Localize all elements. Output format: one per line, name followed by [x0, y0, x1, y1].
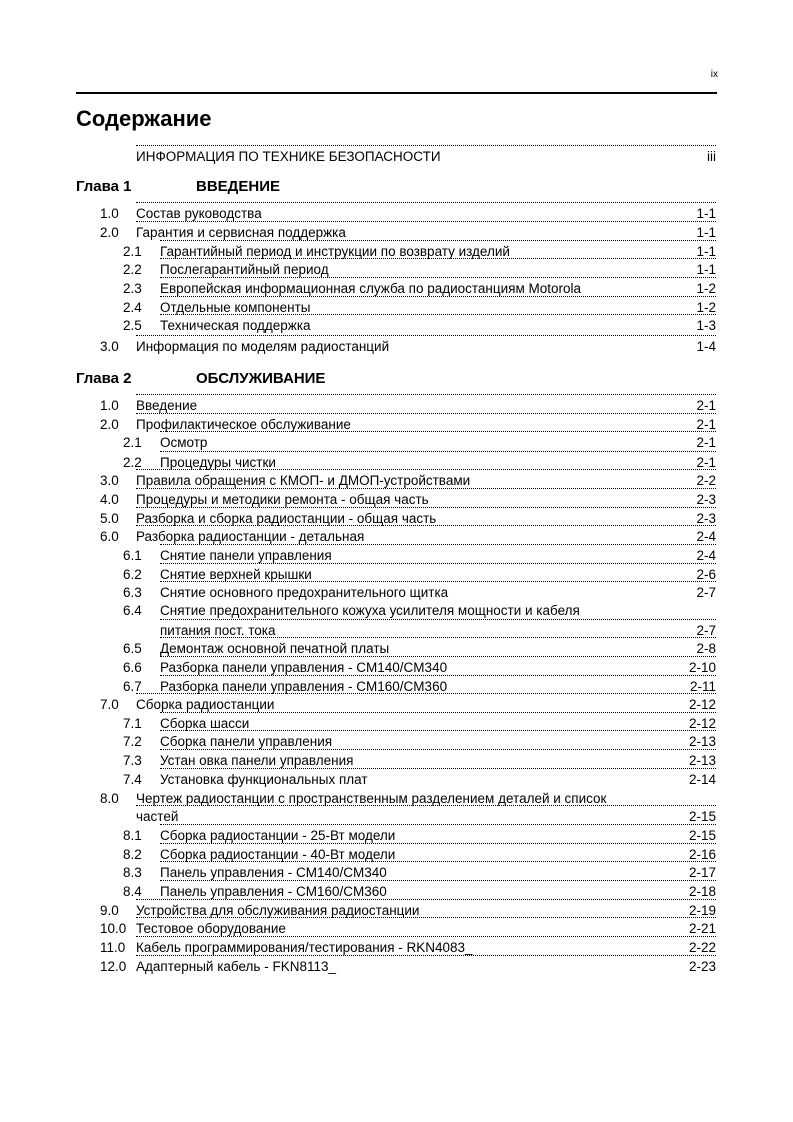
dot-leader	[160, 451, 716, 452]
entry-page: 2-1	[696, 455, 716, 470]
entry-number: 10.0	[100, 921, 127, 936]
entry-number: 8.1	[123, 828, 142, 843]
entry-page: 2-7	[696, 585, 716, 600]
entry-number: 8.2	[123, 847, 142, 862]
entry-text: Разборка радиостанции - детальная	[136, 529, 365, 544]
dot-leader	[160, 581, 716, 582]
entry-number: 3.0	[100, 473, 119, 488]
entry-page: 2-22	[688, 940, 716, 955]
entry-text: Разборка панели управления - CM140/CM340	[160, 660, 448, 675]
entry-number: 6.0	[100, 529, 119, 544]
entry-text: Отдельные компоненты	[160, 300, 311, 315]
entry-number: 11.0	[100, 940, 126, 955]
entry-number: 6.4	[123, 603, 142, 618]
entry-page: 2-2	[696, 473, 716, 488]
entry-number: 8.4	[123, 884, 142, 899]
entry-page: 1-3	[696, 318, 716, 333]
dot-leader	[136, 693, 716, 694]
entry-text: частей	[136, 809, 179, 824]
entry-number: 6.5	[123, 641, 142, 656]
entry-page: 2-12	[688, 716, 716, 731]
entry-text: Осмотр	[160, 435, 208, 450]
dot-leader	[160, 240, 716, 241]
entry-text: Введение	[136, 398, 198, 413]
entry-page: 2-14	[688, 772, 716, 787]
entry-number: 1.0	[100, 206, 119, 221]
entry-page: 2-4	[696, 529, 716, 544]
dot-leader	[136, 394, 716, 395]
dot-leader	[136, 221, 716, 222]
entry-number: 2.2	[123, 455, 142, 470]
dot-leader	[160, 880, 716, 881]
entry-text: Состав руководства	[136, 206, 262, 221]
entry-page: 1-1	[696, 225, 716, 240]
entry-text: Устройства для обслуживания радиостанции	[136, 903, 420, 918]
entry-number: 6.2	[123, 567, 142, 582]
chapter-label: Глава 1	[76, 178, 132, 195]
entry-page: 2-4	[696, 548, 716, 563]
dot-leader	[160, 712, 716, 713]
entry-number: 7.1	[123, 716, 142, 731]
entry-page: 2-8	[696, 641, 716, 656]
entry-page: 2-15	[688, 809, 716, 824]
dot-leader	[160, 768, 716, 769]
entry-text: Устан овка панели управления	[160, 753, 354, 768]
entry-number: 8.3	[123, 865, 142, 880]
entry-text: Процедуры и методики ремонта - общая часть	[136, 492, 429, 507]
entry-page: 1-4	[696, 339, 716, 354]
entry-page: 2-3	[696, 511, 716, 526]
entry-text: Снятие панели управления	[160, 548, 332, 563]
entry-number: 7.2	[123, 734, 142, 749]
dot-leader	[136, 805, 716, 806]
dot-leader	[160, 637, 716, 638]
entry-page: 2-13	[688, 734, 716, 749]
dot-leader	[136, 469, 716, 470]
dot-leader	[160, 296, 716, 297]
entry-number: 2.2	[123, 262, 142, 277]
entry-text: Гарантийный период и инструкции по возврату изделий	[160, 244, 510, 259]
entry-text: Информация по моделям радиостанций	[136, 339, 390, 354]
entry-text: Правила обращения с КМОП- и ДМОП-устройствами	[136, 473, 471, 488]
entry-text: Сборка радиостанции - 40-Вт модели	[160, 847, 396, 862]
dot-leader	[160, 563, 716, 564]
dot-leader	[160, 824, 716, 825]
dot-leader	[136, 917, 716, 918]
entry-text: Гарантия и сервисная поддержка	[136, 225, 346, 240]
entry-page: 2-11	[689, 679, 716, 694]
dot-leader	[160, 544, 716, 545]
dot-leader	[160, 431, 716, 432]
entry-text: Установка функциональных плат	[160, 772, 368, 787]
entry-number: 6.1	[123, 548, 142, 563]
entry-number: 5.0	[100, 511, 119, 526]
entry-page: 2-17	[688, 865, 716, 880]
entry-page: 2-19	[688, 903, 716, 918]
chapter-label: Глава 2	[76, 370, 132, 387]
entry-text-line1: Чертеж радиостанции с пространственным разделением деталей и список	[136, 791, 607, 806]
entry-text: ИНФОРМАЦИЯ ПО ТЕХНИКЕ БЕЗОПАСНОСТИ	[136, 149, 441, 164]
entry-number: 2.1	[123, 435, 142, 450]
entry-page: 2-21	[688, 921, 716, 936]
dot-leader	[160, 619, 716, 620]
entry-page: 2-23	[688, 959, 716, 974]
entry-number: 7.4	[123, 772, 142, 787]
entry-page: 1-1	[696, 206, 716, 221]
entry-page: 2-16	[688, 847, 716, 862]
entry-number: 6.6	[123, 660, 142, 675]
dot-leader	[136, 525, 716, 526]
entry-page: 1-2	[696, 300, 716, 315]
entry-number: 1.0	[100, 398, 119, 413]
entry-text: Адаптерный кабель - FKN8113_	[136, 959, 336, 974]
entry-page: 2-18	[688, 884, 716, 899]
entry-text: Профилактическое обслуживание	[136, 417, 351, 432]
entry-number: 9.0	[100, 903, 119, 918]
dot-leader	[136, 899, 716, 900]
dot-leader	[160, 258, 716, 259]
entry-text: Демонтаж основной печатной платы	[160, 641, 390, 656]
entry-text: Сборка радиостанции	[136, 697, 275, 712]
dot-leader	[160, 656, 716, 657]
entry-number: 2.0	[100, 417, 119, 432]
entry-page: 1-1	[696, 244, 716, 259]
entry-number: 7.3	[123, 753, 142, 768]
entry-page: 2-3	[696, 492, 716, 507]
entry-page: 2-13	[688, 753, 716, 768]
entry-number: 6.3	[123, 585, 142, 600]
entry-number: 6.7	[123, 679, 142, 694]
entry-text: Разборка и сборка радиостанции - общая часть	[136, 511, 437, 526]
dot-leader	[136, 413, 716, 414]
dot-leader	[136, 145, 716, 146]
dot-leader	[160, 730, 716, 731]
entry-page: 2-1	[696, 435, 716, 450]
page-number: ix	[710, 69, 718, 80]
entry-text-line1: Снятие предохранительного кожуха усилителя мощности и кабеля	[160, 603, 580, 618]
entry-number: 2.3	[123, 281, 142, 296]
dot-leader	[160, 861, 716, 862]
entry-text: Снятие верхней крышки	[160, 567, 312, 582]
dot-leader	[136, 488, 716, 489]
entry-number: 4.0	[100, 492, 119, 507]
page-title: Содержание	[76, 106, 212, 131]
entry-text: Снятие основного предохранительного щитка	[160, 585, 449, 600]
chapter-name: ВВЕДЕНИЕ	[196, 178, 280, 195]
dot-leader	[160, 749, 716, 750]
entry-page: 2-12	[688, 697, 716, 712]
dot-leader	[160, 675, 716, 676]
entry-number: 7.0	[100, 697, 119, 712]
entry-page: 2-15	[688, 828, 716, 843]
entry-text: Сборка панели управления	[160, 734, 333, 749]
dot-leader	[136, 936, 716, 937]
dot-leader	[136, 507, 716, 508]
entry-page: 2-6	[696, 567, 716, 582]
entry-text: Техническая поддержка	[160, 318, 311, 333]
dot-leader	[160, 314, 716, 315]
entry-text: Панель управления - CM140/CM340	[160, 865, 387, 880]
entry-number: 12.0	[100, 959, 127, 974]
entry-number: 2.5	[123, 318, 142, 333]
entry-text: Сборка шасси	[160, 716, 250, 731]
dot-leader	[136, 335, 716, 336]
dot-leader	[160, 277, 716, 278]
entry-text: Панель управления - CM160/CM360	[160, 884, 387, 899]
entry-number: 2.1	[123, 244, 142, 259]
entry-number: 2.4	[123, 300, 142, 315]
chapter-name: ОБСЛУЖИВАНИЕ	[196, 370, 326, 387]
entry-page: 2-10	[688, 660, 716, 675]
entry-text: Кабель программирования/тестирования - RKN4083_	[136, 940, 473, 955]
entry-text: Тестовое оборудование	[136, 921, 286, 936]
entry-page: 2-1	[696, 398, 716, 413]
entry-text: Сборка радиостанции - 25-Вт модели	[160, 828, 396, 843]
entry-page: iii	[707, 149, 716, 164]
dot-leader	[136, 955, 716, 956]
entry-text: Послегарантийный период	[160, 262, 329, 277]
entry-text: питания пост. тока	[160, 623, 276, 638]
entry-page: 1-1	[696, 262, 716, 277]
dot-leader	[136, 202, 716, 203]
entry-text: Европейская информационная служба по радиостанциям Motorola	[160, 281, 582, 296]
entry-page: 2-7	[696, 623, 716, 638]
entry-text: Разборка панели управления - CM160/CM360	[160, 679, 448, 694]
entry-page: 2-1	[696, 417, 716, 432]
entry-text: Процедуры чистки	[160, 455, 276, 470]
entry-number: 3.0	[100, 339, 119, 354]
entry-page: 1-2	[696, 281, 716, 296]
entry-number: 2.0	[100, 225, 119, 240]
dot-leader	[160, 843, 716, 844]
entry-number: 8.0	[100, 791, 119, 806]
